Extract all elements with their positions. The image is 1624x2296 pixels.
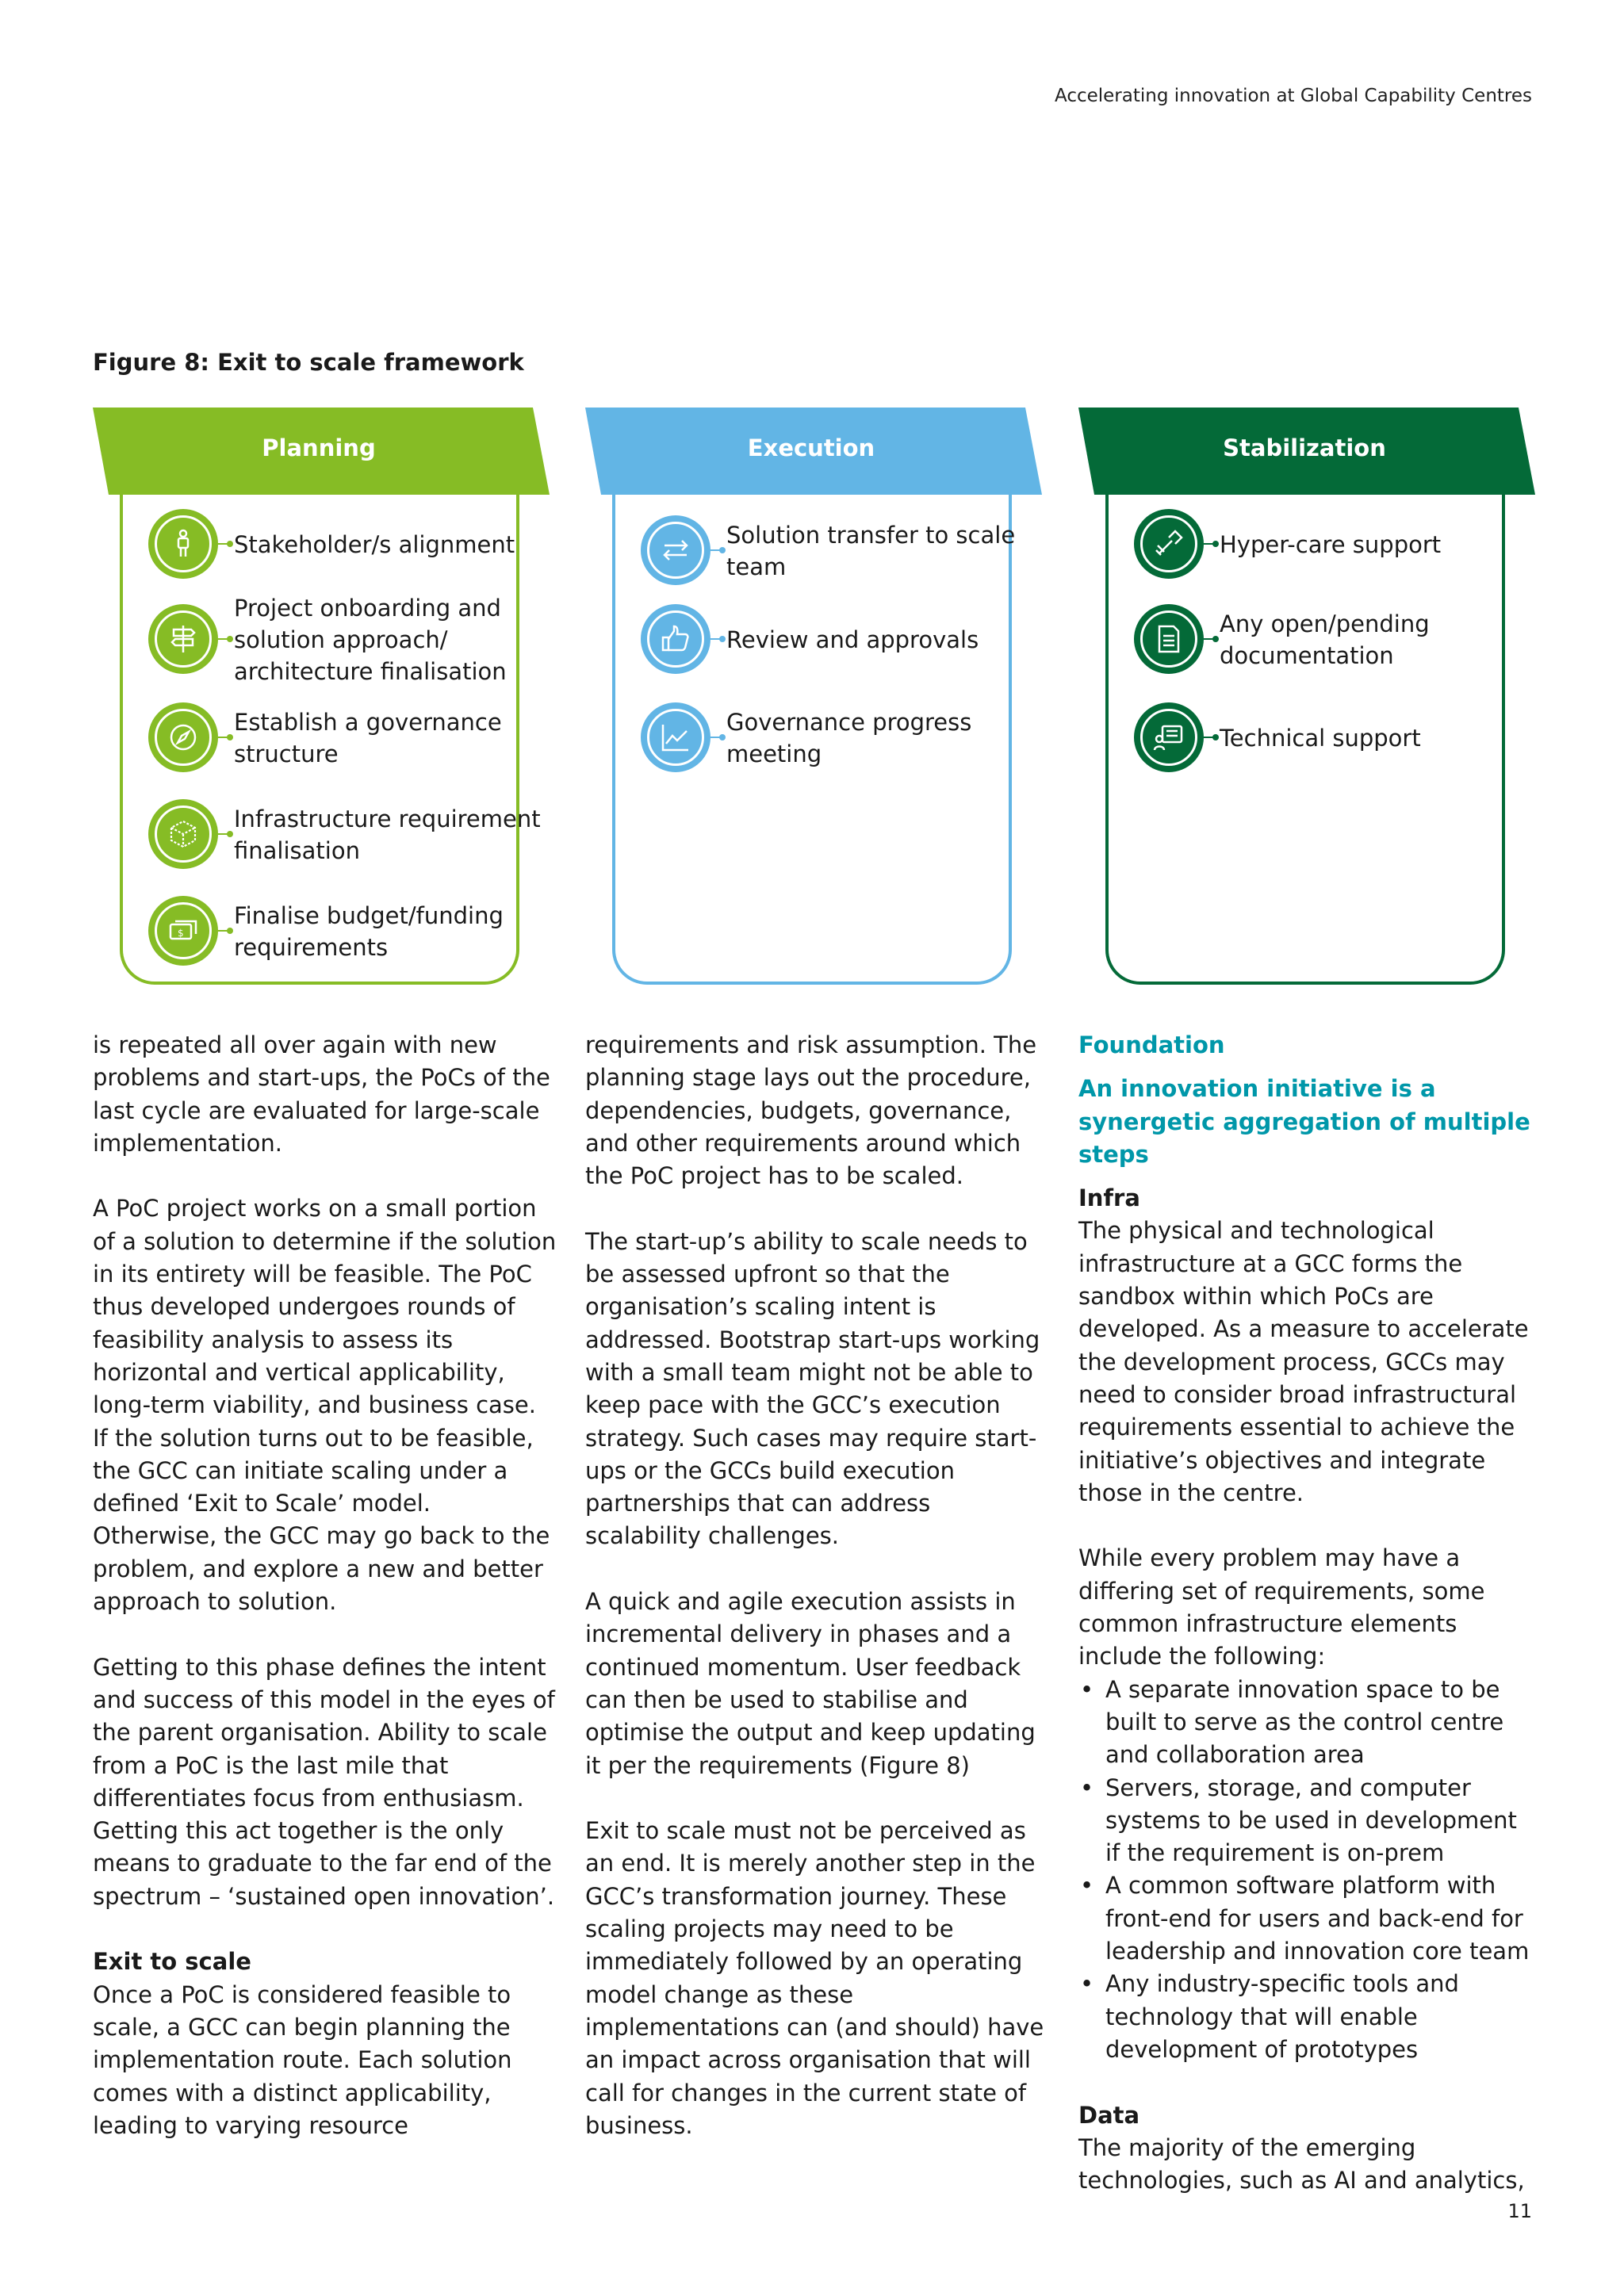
execution-item-label: Solution transfer to scale team (726, 522, 1016, 580)
tools-icon (1153, 528, 1185, 560)
planning-item-label: Stakeholder/s alignment (234, 531, 515, 558)
body-column-1 (93, 1029, 557, 2142)
infra-heading: Infra (1078, 1184, 1140, 1212)
planning-item-label: Infrastructure requirement finalisation (234, 806, 541, 864)
bullet-list (1078, 1674, 1538, 2067)
stabilization-item (1134, 509, 1554, 580)
infra-section (1078, 1182, 1538, 1510)
transfer-arrows-icon (660, 534, 691, 566)
planning-item-label: Finalise budget/funding requirements (234, 902, 504, 961)
paragraph: Getting to this phase defines the intent and success of this model in the eyes of the parent organisation. Ability to scale from a PoC is the last mile that differentiates focus from enthusiasm. Getting this act together is the only means to graduate to the far end of the spectrum – ‘sustained open innovation’. (93, 1653, 555, 1910)
paragraph: While every problem may have a differing set of requirements, some common infrastructure elements include the following: (1078, 1544, 1485, 1670)
execution-item-label: Governance progress meeting (726, 709, 972, 767)
cube-icon (167, 818, 199, 850)
list-item: • A common software platform with front-end for users and back-end for leadership and innovation core team (1078, 1869, 1538, 1968)
execution-item (641, 604, 1061, 675)
document-icon (1153, 623, 1185, 655)
stabilization-item-label: Technical support (1220, 725, 1421, 752)
planning-banner (93, 408, 545, 495)
paragraph: requirements and risk assumption. The planning stage lays out the procedure, dependencies, budgets, governance, and other requirements around which the PoC project has to be scaled. (585, 1031, 1037, 1190)
data-heading: Data (1078, 2101, 1140, 2129)
compass-icon (167, 721, 199, 753)
foundation-heading: Foundation (1078, 1031, 1225, 1058)
planning-item (148, 509, 569, 580)
paragraph: A PoC project works on a small portion of a solution to determine if the solution in its entirety will be feasible. The PoC thus developed undergoes rounds of feasibility analysis to assess its horizontal and vertical applicability, long-term viability, and business case. If the solution turns out to be feasible, the GCC can initiate scaling under a defined ‘Exit to Scale’ model. Otherwise, the GCC may go back to the problem, and explore a new and better approach to solution. (93, 1195, 557, 1616)
money-icon (167, 915, 199, 947)
list-item: • Servers, storage, and computer systems to be used in development if the requirement is on-prem (1078, 1772, 1538, 1870)
data-section (1078, 2099, 1538, 2198)
exit-section (93, 1946, 557, 2142)
body-column-3 (1078, 1029, 1538, 2197)
paragraph: Exit to scale must not be perceived as an end. It is merely another step in the GCC’s transformation journey. These scaling projects may need to be immediately followed by an operating model change as these implementations can (and should) have an impact across organisation that will call for changes in the current state of business. (585, 1817, 1044, 2139)
planning-label: Planning (262, 434, 376, 461)
line-chart-icon (660, 721, 691, 753)
support-chat-icon (1153, 721, 1185, 753)
execution-column (585, 0, 1037, 767)
list-item: • A separate innovation space to be built to serve as the control centre and collaboration area (1078, 1674, 1538, 1772)
paragraph: The majority of the emerging technologies, such as AI and analytics, (1078, 2133, 1525, 2195)
execution-banner (585, 408, 1037, 495)
paragraph: A quick and agile execution assists in incremental delivery in phases and a continued momentum. User feedback can then be used to stabilise and optimise the output and keep updating it per the requirements (Figure 8) (585, 1588, 1036, 1779)
execution-label: Execution (747, 434, 875, 461)
exit-to-scale-heading: Exit to scale (93, 1948, 251, 1976)
paragraph: Once a PoC is considered feasible to scale, a GCC can begin planning the implementation route. Each solution comes with a distinct applicability, leading to varying resource (93, 1980, 512, 2139)
thumbs-up-icon (660, 623, 691, 655)
stabilization-item (1134, 702, 1554, 774)
stabilization-banner (1078, 408, 1530, 495)
stabilization-item (1134, 604, 1554, 675)
list-item: • Any industry-specific tools and technology that will enable development of prototypes (1078, 1968, 1538, 2066)
person-icon (167, 528, 199, 560)
svg-text:$: $ (178, 928, 184, 939)
synergy-subheading: An innovation initiative is a synergetic aggregation of multiple steps (1078, 1075, 1530, 1168)
body-column-2 (585, 1029, 1049, 2142)
execution-item (641, 702, 1061, 774)
planning-item-label: Establish a governance structure (234, 709, 502, 767)
figure-title: Figure 8: Exit to scale framework (93, 349, 524, 376)
planning-item (148, 799, 569, 871)
planning-item-label: Project onboarding and solution approach/ architecture finalisation (234, 595, 507, 685)
paragraph: The physical and technological infrastructure at a GCC forms the sandbox within which PoCs are developed. As a measure to accelerate the development process, GCCs may need to consider broad infrastructural requirements essential to achieve the initiative’s objectives and integrate those in the centre. (1078, 1217, 1529, 1506)
stabilization-label: Stabilization (1223, 434, 1386, 461)
stabilization-item-label: Any open/pending documentation (1220, 610, 1430, 669)
planning-item (148, 896, 569, 967)
planning-item (148, 595, 569, 685)
planning-item (148, 702, 569, 774)
running-header: Accelerating innovation at Global Capability Centres (1055, 86, 1532, 106)
execution-item (641, 515, 1061, 587)
paragraph: is repeated all over again with new problems and start-ups, the PoCs of the last cycle are evaluated for large-scale implementation. (93, 1031, 550, 1157)
paragraph: The start-up’s ability to scale needs to be assessed upfront so that the organisation’s scaling intent is addressed. Bootstrap start-ups working with a small team might not be able to keep pace with the GCC’s execution strategy. Such cases may require start-ups or the GCCs build execution partnerships that can address scalability challenges. (585, 1227, 1040, 1550)
infra-elements (1078, 1542, 1538, 1673)
page-number: 11 (1507, 2200, 1532, 2222)
stabilization-item-label: Hyper-care support (1220, 531, 1442, 558)
signpost-icon (167, 623, 199, 655)
execution-item-label: Review and approvals (726, 626, 979, 653)
